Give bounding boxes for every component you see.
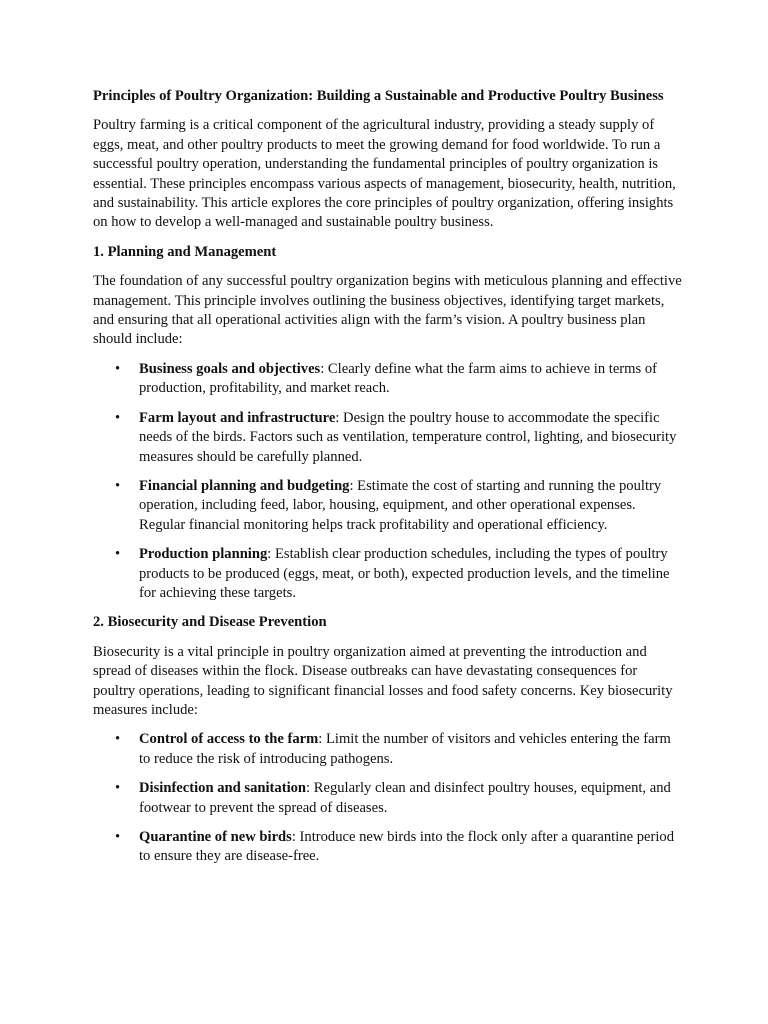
section-planning bbox=[93, 243, 683, 604]
document-page bbox=[93, 87, 683, 877]
list-item bbox=[93, 730, 683, 769]
item-text: : Regularly clean and disinfect poultry houses, equipment, and footwear to prevent the spread of diseases. bbox=[139, 780, 671, 816]
document-title: Principles of Poultry Organization: Building a Sustainable and Productive Poultry Business bbox=[93, 88, 664, 104]
list-item bbox=[93, 360, 683, 399]
item-term: Production planning bbox=[139, 546, 268, 563]
bullet-list bbox=[93, 730, 683, 866]
list-item bbox=[93, 779, 683, 818]
section-heading: 2. Biosecurity and Disease Prevention bbox=[93, 614, 327, 631]
bullet-icon: • bbox=[115, 360, 121, 377]
item-text: : Clearly define what the farm aims to achieve in terms of production, profitability, and market reach. bbox=[139, 360, 657, 397]
item-text: : Introduce new birds into the flock only after a quarantine period to ensure they are disease-free. bbox=[139, 829, 674, 865]
list-item bbox=[93, 828, 683, 867]
bullet-list bbox=[93, 360, 683, 603]
list-item bbox=[93, 409, 683, 467]
item-text: : Estimate the cost of starting and running the poultry operation, including feed, labor, housing, equipment, and other operational expenses. Regular financial monitoring helps track profitability and operational efficiency. bbox=[139, 477, 662, 533]
bullet-icon: • bbox=[115, 731, 121, 748]
section-body: The foundation of any successful poultry organization begins with meticulous planning and effective management. This principle involves outlining the business objectives, identifying target markets, and ensuring that all operational activities align with the farm’s vision. A poultry business plan should include: bbox=[93, 273, 682, 348]
item-term: Quarantine of new birds bbox=[139, 829, 292, 845]
item-term: Disinfection and sanitation bbox=[139, 780, 307, 797]
intro-paragraph: Poultry farming is a critical component of the agricultural industry, providing a steady supply of eggs, meat, and other poultry products to meet the growing demand for food worldwide. To run a successful poultry operation, understanding the fundamental principles of poultry organization is essential. These principles encompass various aspects of management, biosecurity, health, nutrition, and sustainability. This article explores the core principles of poultry organization, offering insights on how to develop a well-managed and sustainable poultry business. bbox=[93, 117, 676, 231]
bullet-icon: • bbox=[115, 780, 121, 797]
item-text: : Establish clear production schedules, including the types of poultry products to be produced (eggs, meat, or both), expected production levels, and the timeline for achieving these targets. bbox=[139, 546, 670, 601]
bullet-icon: • bbox=[115, 477, 121, 494]
section-body: Biosecurity is a vital principle in poultry organization aimed at preventing the introduction and spread of diseases within the flock. Disease outbreaks can have devastating consequences for poultry operations, leading to significant financial losses and food safety concerns. Key biosecurity measures include: bbox=[93, 643, 673, 718]
item-term: Business goals and objectives bbox=[139, 360, 321, 377]
item-term: Financial planning and budgeting bbox=[139, 477, 350, 494]
bullet-icon: • bbox=[115, 546, 121, 563]
item-term: Control of access to the farm bbox=[139, 731, 319, 748]
bullet-icon: • bbox=[115, 409, 121, 426]
list-item bbox=[93, 545, 683, 603]
bullet-icon: • bbox=[115, 829, 121, 845]
section-heading: 1. Planning and Management bbox=[93, 243, 277, 260]
item-text: : Design the poultry house to accommodate the specific needs of the birds. Factors such as ventilation, temperature control, lighting, and biosecurity measures should be carefully planned. bbox=[139, 409, 677, 465]
section-biosecurity bbox=[93, 613, 683, 866]
list-item bbox=[93, 477, 683, 535]
item-text: : Limit the number of visitors and vehicles entering the farm to reduce the risk of introducing pathogens. bbox=[139, 731, 671, 767]
item-term: Farm layout and infrastructure bbox=[139, 409, 336, 426]
